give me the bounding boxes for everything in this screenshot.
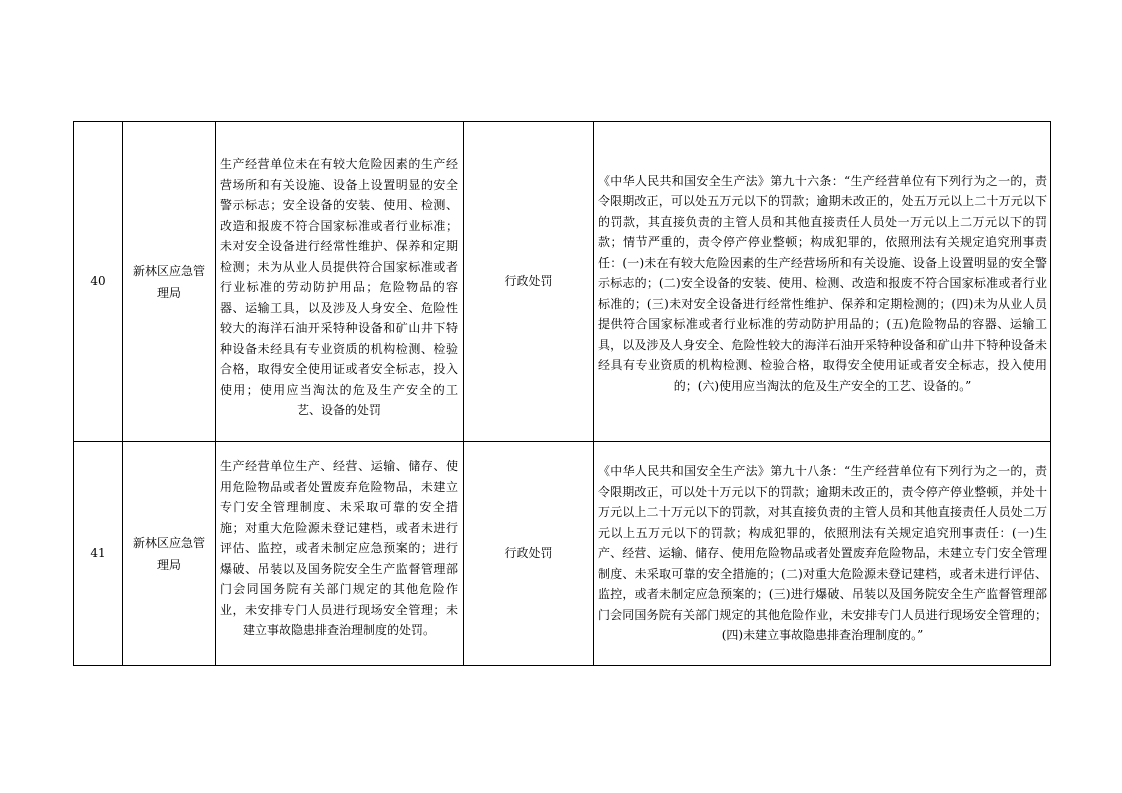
agency-cell — [123, 442, 216, 666]
legal-basis: 《中华人民共和国安全生产法》第九十六条：“生产经营单位有下列行为之一的，责令限期改正，可以处五万元以下的罚款；逾期未改正的，处五万元以上二十万元以下的罚款，其直接负责的主管人员和其他直接责任人员处一万元以上二万元以下的罚款；情节严重的，责令停产停业整顿；构成犯罪的，依照刑法有关规定追究刑事责任：(一)未在有较大危险因素的生产经营场所和有关设施、设备上设置明显的安全警示标志的；(二)安全设备的安装、使用、检测、改造和报废不符合国家标准或者行业标准的；(三)未对安全设备进行经常性维护、保养和定期检测的；(四)未为从业人员提供符合国家标准或者行业标准的劳动防护用品的；(五)危险物品的容器、运输工具，以及涉及人身安全、危险性较大的海洋石油开采特种设备和矿山井下特种设备未经具有专业资质的机构检测、检验合格，取得安全使用证或者安全标志，投入使用的；(六)使用应当淘汰的危及生产安全的工艺、设备的。” — [598, 173, 1047, 393]
item-description: 生产经营单位未在有较大危险因素的生产经营场所和有关设施、设备上设置明显的安全警示标志；安全设备的安装、使用、检测、改造和报废不符合国家标准或者行业标准；未对安全设备进行经常性维护、保养和定期检测；未为从业人员提供符合国家标准或者行业标准的劳动防护用品；危险物品的容器、运输工具，以及涉及人身安全、危险性较大的海洋石油开采特种设备和矿山井下特种设备未经具有专业资质的机构检测、检验合格，取得安全使用证或者安全标志，投入使用；使用应当淘汰的危及生产安全的工艺、设备的处罚 — [220, 157, 458, 417]
item-number-cell — [74, 122, 123, 442]
agency-name: 新林区应急管理局 — [132, 535, 205, 572]
legal-basis: 《中华人民共和国安全生产法》第九十八条：“生产经营单位有下列行为之一的，责令限期改正，可以处十万元以下的罚款；逾期未改正的，责令停产停业整顿，并处十万元以上二十万元以下的罚款，对其直接负责的主管人员和其他直接责任人员处二万元以上五万元以下的罚款；构成犯罪的，依照刑法有关规定追究刑事责任：(一)生产、经营、运输、储存、使用危险物品或者处置废弃危险物品，未建立专门安全管理制度、未采取可靠的安全措施的；(二)对重大危险源未登记建档，或者未进行评估、监控，或者未制定应急预案的；(三)进行爆破、吊装以及国务院安全生产监督管理部门会同国务院有关部门规定的其他危险作业，未安排专门人员进行现场安全管理的；(四)未建立事故隐患排查治理制度的。” — [598, 464, 1047, 643]
type-cell — [464, 122, 594, 442]
legal-basis-cell — [594, 442, 1051, 666]
penalty-items-table — [73, 121, 1051, 666]
item-type: 行政处罚 — [504, 274, 553, 289]
item-number: 40 — [90, 274, 106, 289]
table-row — [74, 442, 1051, 666]
type-cell — [464, 442, 594, 666]
description-cell — [216, 122, 464, 442]
item-number-cell — [74, 442, 123, 666]
legal-basis-cell — [594, 122, 1051, 442]
item-number: 41 — [90, 546, 106, 561]
table-row — [74, 122, 1051, 442]
agency-name: 新林区应急管理局 — [132, 263, 205, 300]
description-cell — [216, 442, 464, 666]
item-type: 行政处罚 — [504, 546, 553, 561]
item-description: 生产经营单位生产、经营、运输、储存、使用危险物品或者处置废弃危险物品，未建立专门安全管理制度、未采取可靠的安全措施；对重大危险源未登记建档，或者未进行评估、监控，或者未制定应急预案的；进行爆破、吊装以及国务院安全生产监督管理部门会同国务院有关部门规定的其他危险作业，未安排专门人员进行现场安全管理；未建立事故隐患排查治理制度的处罚。 — [220, 459, 458, 637]
agency-cell — [123, 122, 216, 442]
